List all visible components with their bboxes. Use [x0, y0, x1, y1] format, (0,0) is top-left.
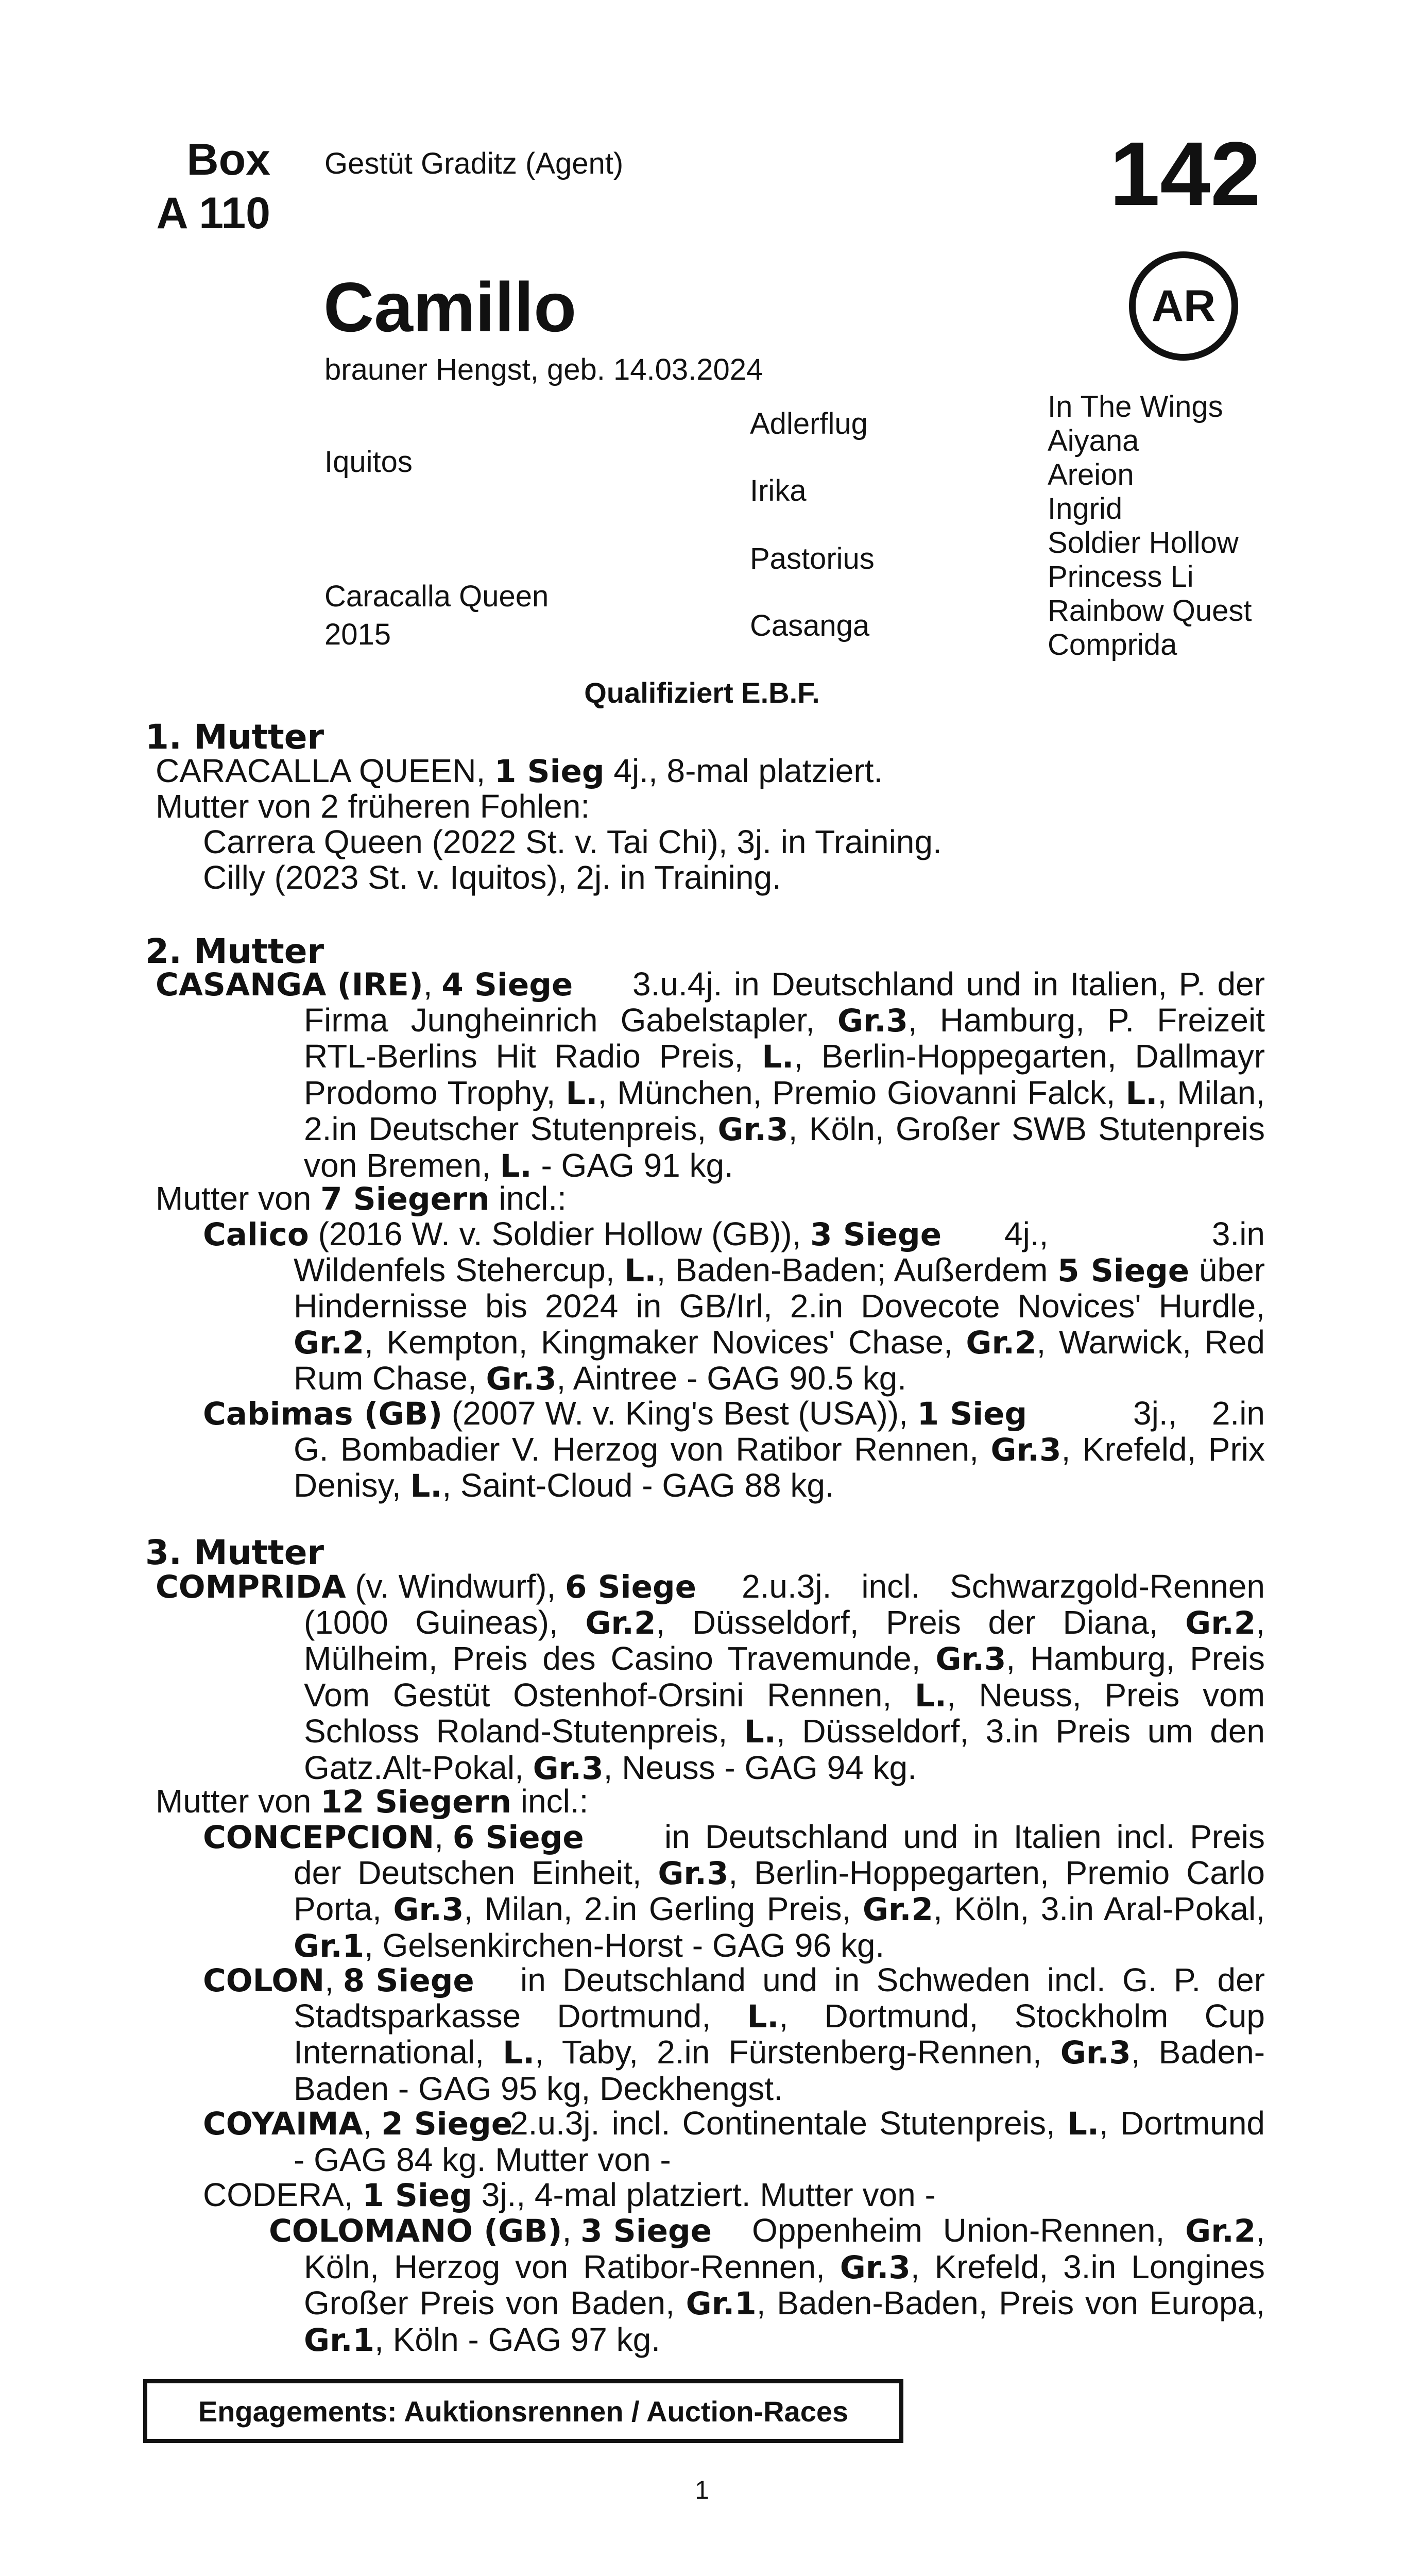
dam1-summary: CARACALLA QUEEN, 1 Sieg 4j., 8-mal platziert. [156, 752, 883, 790]
box-line-1: Box [186, 135, 270, 184]
pedigree-great-grandparent: Aiyana [1048, 424, 1139, 457]
horse-name: Camillo [323, 268, 577, 346]
grade-marker: L. [914, 1677, 947, 1714]
progeny-record-text: in Deutschland und in Schweden incl. G. P. der Stadtsparkasse Dortmund, L., Dortmund, Stockholm Cup International, L., Taby, 2.in Fürstenberg-Rennen, Gr.3, Baden-Baden - GAG 95 kg, Deckhengst. [294, 1961, 1265, 2107]
grade-marker: L. [1067, 2106, 1099, 2142]
progeny-name: Calico [203, 1216, 309, 1253]
progeny-record [294, 1216, 1265, 1397]
progeny-name-line: COYAIMA, 2 Siege [203, 2105, 513, 2142]
dam2-name: CASANGA (IRE) [156, 967, 423, 1003]
dam1-produce-intro: Mutter von 2 früheren Fohlen: [156, 788, 590, 825]
page-number: 1 [695, 2476, 709, 2504]
dam3-details: (v. Windwurf), [355, 1568, 556, 1605]
pedigree-great-grandparent: Princess Li [1048, 560, 1194, 594]
dam1-wins: 1 Sieg [494, 753, 605, 790]
dam2-produce-prefix: Mutter von [156, 1180, 312, 1217]
dam2-name-line: CASANGA (IRE), 4 Siege [156, 965, 573, 1003]
dam2-record [304, 967, 1265, 1184]
dam1-foal: Carrera Queen (2022 St. v. Tai Chi), 3j. in Training. [203, 823, 942, 860]
grade-marker: Gr.1 [294, 1927, 365, 1964]
progeny-record [294, 1396, 1265, 1504]
pedigree-great-grandparent: Comprida [1048, 628, 1177, 662]
progeny-name: COYAIMA [203, 2106, 363, 2142]
colomano-name: COLOMANO (GB) [269, 2213, 562, 2249]
colomano-name-line: COLOMANO (GB), 3 Siege [269, 2212, 712, 2249]
grade-marker: Gr.3 [990, 1431, 1061, 1468]
grade-marker: Gr.2 [585, 1604, 656, 1641]
pedigree-grandparent: Casanga [750, 609, 870, 642]
progeny-wins: 6 Siege [452, 1819, 584, 1856]
codera-name: CODERA, [203, 2176, 353, 2213]
horse-description: brauner Hengst, geb. 14.03.2024 [324, 353, 763, 386]
dam3-produce-intro [156, 1784, 588, 1820]
dam3-produce-suffix: incl.: [520, 1783, 589, 1820]
colomano-record [304, 2213, 1265, 2358]
grade-marker: L. [566, 1075, 598, 1112]
pedigree-great-grandparent: Soldier Hollow [1048, 526, 1239, 560]
grade-marker: L. [503, 2035, 535, 2071]
dam3-record-text: 2.u.3j. incl. Schwarzgold-Rennen (1000 Guineas), Gr.2, Düsseldorf, Preis der Diana, Gr.2, Mülheim, Preis des Casino Travemunde, Gr.3, Hamburg, Preis Vom Gestüt Ostenhof-Orsini Rennen, L., Neuss, Preis vom Schloss Roland-Stutenpreis, L., Düsseldorf, 3.in Preis um den Gatz.Alt-Pokal, Gr.3, Neuss - GAG 94 kg. [304, 1568, 1265, 1787]
grade-marker: Gr.2 [1185, 1604, 1256, 1641]
progeny-record-text: 2.u.3j. incl. Continentale Stutenpreis, L., Dortmund - GAG 84 kg. Mutter von - [294, 2105, 1265, 2178]
grade-marker: Gr.2 [966, 1324, 1037, 1361]
section-heading-dam3: 3. Mutter [145, 1533, 324, 1572]
dam1-foal: Cilly (2023 St. v. Iquitos), 2j. in Training. [203, 859, 781, 896]
engagements-box [143, 2379, 903, 2443]
qualification: Qualifiziert E.B.F. [584, 676, 820, 709]
pedigree-great-grandparent: Ingrid [1048, 492, 1123, 526]
agent-name: Gestüt Graditz (Agent) [324, 147, 624, 180]
progeny-name: COLON [203, 1962, 325, 1999]
grade-marker: Gr.3 [840, 2249, 911, 2286]
grade-marker: L. [410, 1468, 442, 1504]
grade-marker: Gr.3 [837, 1002, 908, 1039]
dam3-produce-count: 12 Siegern [320, 1784, 512, 1820]
codera-wins: 1 Sieg [362, 2177, 472, 2214]
grade-marker: Gr.3 [533, 1750, 604, 1787]
progeny-record-text: 3j., 2.in G. Bombadier V. Herzog von Ratibor Rennen, Gr.3, Krefeld, Prix Denisy, L., Saint-Cloud - GAG 88 kg. [294, 1395, 1265, 1504]
progeny-record [294, 2106, 1265, 2178]
grade-marker: L. [744, 1714, 776, 1750]
progeny-wins: 2 Siege [381, 2106, 513, 2142]
box-line-2: A 110 [156, 189, 270, 238]
lot-number: 142 [1109, 124, 1261, 225]
colomano-record-text: Oppenheim Union-Rennen, Gr.2, Köln, Herzog von Ratibor-Rennen, Gr.3, Krefeld, 3.in Longines Großer Preis von Baden, Gr.1, Baden-Baden, Preis von Europa, Gr.1, Köln - GAG 97 kg. [304, 2212, 1265, 2359]
pedigree-great-grandparent: Areion [1048, 458, 1134, 492]
dam2-record-text: 3.u.4j. in Deutschland und in Italien, P. der Firma Jungheinrich Gabelstapler, Gr.3, Hamburg, P. Freizeit RTL-Berlins Hit Radio Preis, L., Berlin-Hoppegarten, Dallmayr Prodomo Trophy, L., München, Premio Giovanni Falck, L., Milan, 2.in Deutscher Stutenpreis, Gr.3, Köln, Großer SWB Stutenpreis von Bremen, L. - GAG 91 kg. [304, 965, 1265, 1184]
dam2-produce-count: 7 Siegern [320, 1181, 490, 1217]
engagements-text: Engagements: Auktionsrennen / Auction-Races [198, 2395, 849, 2428]
grade-marker: Gr.3 [717, 1111, 789, 1148]
section-heading-dam2: 2. Mutter [145, 931, 324, 971]
section-heading-dam1: 1. Mutter [145, 717, 324, 757]
grade-marker: L. [624, 1252, 657, 1289]
ar-badge [1129, 251, 1238, 361]
codera-record: 3j., 4-mal platziert. Mutter von - [481, 2176, 936, 2213]
dam3-name: COMPRIDA [156, 1569, 346, 1605]
progeny-record-text: 4j., 3.in Wildenfels Stehercup, L., Baden-Baden; Außerdem 5 Siege über Hindernisse bis 2024 in GB/Irl, 2.in Dovecote Novices' Hurdle, Gr.2, Kempton, Kingmaker Novices' Chase, Gr.2, Warwick, Red Rum Chase, Gr.3, Aintree - GAG 90.5 kg. [294, 1215, 1265, 1397]
grade-marker: Gr.2 [294, 1324, 365, 1361]
dam3-wins: 6 Siege [565, 1569, 696, 1605]
progeny-name: Cabimas (GB) [203, 1396, 443, 1432]
box-label [136, 133, 270, 240]
grade-marker: L. [1125, 1075, 1158, 1112]
progeny-wins: 8 Siege [343, 1962, 474, 1999]
dam2-produce-intro [156, 1181, 567, 1217]
pedigree-grandparent: Pastorius [750, 542, 875, 575]
dam3-record [304, 1569, 1265, 1786]
grade-marker: L. [762, 1039, 794, 1075]
grade-marker: Gr.3 [935, 1641, 1006, 1677]
progeny-wins: 1 Sieg [917, 1396, 1028, 1432]
dam3-produce-prefix: Mutter von [156, 1783, 312, 1820]
pedigree-grandparent: Irika [750, 474, 807, 507]
grade-marker: L. [500, 1147, 532, 1184]
grade-marker: Gr.2 [862, 1891, 933, 1928]
pedigree-sire: Iquitos [324, 445, 413, 479]
grade-marker: 5 Siege [1057, 1252, 1190, 1289]
grade-marker: Gr.1 [686, 2285, 757, 2322]
progeny-record-text: in Deutschland und in Italien incl. Preis der Deutschen Einheit, Gr.3, Berlin-Hoppegarten, Premio Carlo Porta, Gr.3, Milan, 2.in Gerling Preis, Gr.2, Köln, 3.in Aral-Pokal, Gr.1, Gelsenkirchen-Horst - GAG 96 kg. [294, 1818, 1265, 1964]
progeny-details: (2016 W. v. Soldier Hollow (GB)), [318, 1215, 801, 1252]
progeny-record [294, 1819, 1265, 1964]
pedigree-great-grandparent: Rainbow Quest [1048, 594, 1252, 628]
grade-marker: Gr.1 [304, 2321, 375, 2359]
grade-marker: Gr.3 [486, 1361, 557, 1397]
progeny-wins: 3 Siege [810, 1216, 942, 1253]
grade-marker: Gr.3 [393, 1891, 464, 1928]
grade-marker: L. [747, 1998, 779, 2035]
progeny-name-line: COLON, 8 Siege [203, 1961, 474, 1999]
pedigree-dam-year: 2015 [324, 618, 391, 651]
pedigree-dam: Caracalla Queen [324, 580, 549, 613]
pedigree-great-grandparents [1048, 390, 1252, 662]
dam1-name: CARACALLA QUEEN [156, 752, 476, 789]
progeny-record [294, 1962, 1265, 2107]
dam2-wins: 4 Siege [441, 967, 573, 1003]
ar-badge-text: AR [1151, 281, 1216, 331]
grade-marker: Gr.3 [658, 1855, 729, 1892]
grade-marker: Gr.2 [1185, 2213, 1256, 2249]
pedigree-grandparent: Adlerflug [750, 407, 868, 440]
pedigree-great-grandparent: In The Wings [1048, 390, 1223, 423]
progeny-name-line: CONCEPCION, 6 Siege [203, 1818, 584, 1856]
dam2-produce-suffix: incl.: [499, 1180, 567, 1217]
progeny-name: CONCEPCION [203, 1819, 435, 1856]
dam1-record: 4j., 8-mal platziert. [613, 752, 883, 789]
progeny-details: (2007 W. v. King's Best (USA)), [451, 1395, 908, 1432]
colomano-wins: 3 Siege [580, 2213, 712, 2249]
codera-line [203, 2177, 936, 2213]
grade-marker: Gr.3 [1060, 2035, 1131, 2071]
